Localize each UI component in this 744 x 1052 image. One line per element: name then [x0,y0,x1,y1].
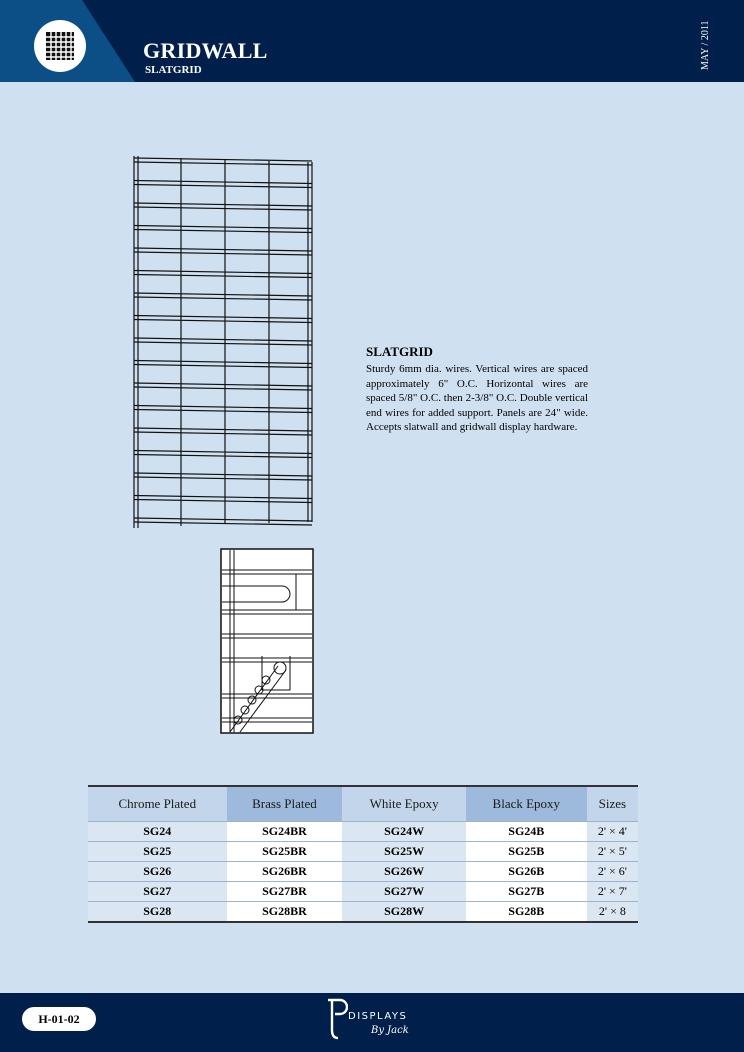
panel-wire [134,297,312,300]
panel-wire [134,518,312,521]
cell-black: SG27B [466,882,587,902]
product-description: Sturdy 6mm dia. wires. Vertical wires are spaced approximately 6" O.C. Horizontal wires are spaced 5/8" O.C. then 2-3/8" O.C. Double vertical end wires for added support. Panels are 24" wide. Accepts slatwall and gridwall display hardware. [366,363,588,433]
col-header-black: Black Epoxy [466,786,587,822]
panel-wire [134,342,312,345]
cell-brass: SG28BR [227,902,343,923]
cell-brass: SG27BR [227,882,343,902]
brand-word: DISPLAYS [348,1011,408,1022]
cell-black: SG25B [466,842,587,862]
publish-date: MAY / 2011 [700,20,711,70]
panel-wire [134,230,312,233]
page-title: GRIDWALL [143,38,268,63]
panel-wire [134,158,312,161]
cell-white: SG26W [342,862,465,882]
panel-wire [134,320,312,323]
panel-wire [134,451,312,454]
logo-badge [34,20,86,72]
panel-wire [134,248,312,251]
table-row [88,822,638,842]
cell-chrome: SG25 [88,842,227,862]
table-header-row [88,786,638,822]
cell-black: SG28B [466,902,587,923]
cell-size: 2' × 5' [587,842,638,862]
cell-white: SG27W [342,882,465,902]
panel-wire [134,252,312,255]
col-header-brass: Brass Plated [227,786,343,822]
panel-wire [134,185,312,188]
cell-chrome: SG26 [88,862,227,882]
cell-white: SG24W [342,822,465,842]
col-header-sizes: Sizes [587,786,638,822]
grid-icon [45,31,75,61]
panel-wire [134,338,312,341]
table-row [88,842,638,862]
table-row [88,862,638,882]
cell-size: 2' × 6' [587,862,638,882]
cell-size: 2' × 8 [587,902,638,923]
page-subtitle: SLATGRID [145,64,202,76]
panel-wire [134,226,312,229]
cell-black: SG24B [466,822,587,842]
slatgrid-detail-illustration [220,548,315,736]
col-header-white: White Epoxy [342,786,465,822]
panel-wire [134,162,312,165]
cell-size: 2' × 7' [587,882,638,902]
panel-wire [134,496,312,499]
panel-wire [134,455,312,458]
spec-table [88,785,638,923]
table-row [88,902,638,923]
panel-wire [134,473,312,476]
page-number-badge: H-01-02 [22,1007,96,1031]
cell-chrome: SG24 [88,822,227,842]
panel-wire [134,181,312,184]
product-heading: SLATGRID [366,344,433,359]
cell-size: 2' × 4' [587,822,638,842]
cell-chrome: SG28 [88,902,227,923]
panel-wire [134,365,312,368]
cell-chrome: SG27 [88,882,227,902]
panel-wire [134,316,312,319]
panel-wire [134,410,312,413]
panel-wire [134,275,312,278]
panel-wire [134,500,312,503]
cell-white: SG25W [342,842,465,862]
cell-brass: SG25BR [227,842,343,862]
panel-wire [134,271,312,274]
panel-wire [134,207,312,210]
panel-wire [134,432,312,435]
cell-white: SG28W [342,902,465,923]
panel-wire [134,203,312,206]
panel-wire [134,361,312,364]
panel-wire [134,293,312,296]
panel-wire [134,406,312,409]
panel-wire [134,522,312,525]
brand-logo [326,996,426,1046]
col-header-chrome: Chrome Plated [88,786,227,822]
product-description-block [366,344,588,435]
slatgrid-panel-illustration [130,150,320,535]
panel-wire [134,477,312,480]
panel-wire [134,428,312,431]
brand-mark-icon [326,996,348,1042]
brand-tagline: By Jack [371,1025,409,1036]
table-row [88,882,638,902]
cell-brass: SG26BR [227,862,343,882]
panel-wire [134,383,312,386]
cell-black: SG26B [466,862,587,882]
panel-wire [134,387,312,390]
cell-brass: SG24BR [227,822,343,842]
